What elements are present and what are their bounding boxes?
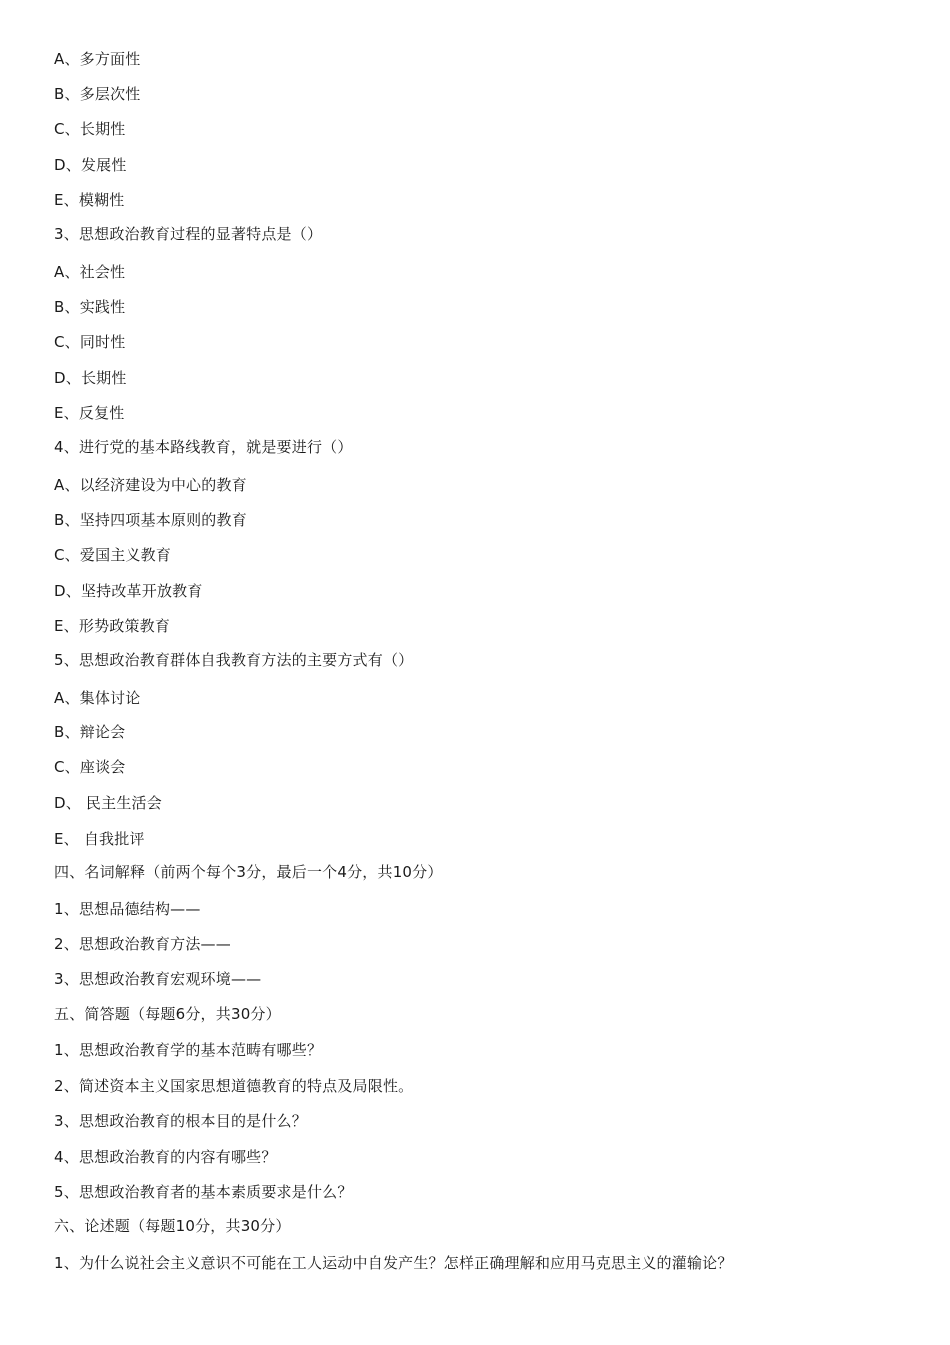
short-answer-1: 1、思想政治教育学的基本范畴有哪些？ bbox=[54, 1041, 323, 1059]
option-e-fanfu: E、反复性 bbox=[54, 404, 125, 422]
option-d-fazhan: D、发展性 bbox=[54, 156, 127, 174]
question-5: 5、思想政治教育群体自我教育方法的主要方式有（） bbox=[54, 651, 414, 669]
option-c-tongshi: C、同时性 bbox=[54, 333, 126, 351]
option-b-shijian: B、实践性 bbox=[54, 298, 126, 316]
short-answer-4: 4、思想政治教育的内容有哪些？ bbox=[54, 1148, 277, 1166]
option-a-jingji: A、以经济建设为中心的教育 bbox=[54, 476, 247, 494]
option-c-aiguo: C、爱国主义教育 bbox=[54, 546, 172, 564]
option-d-changqi: D、长期性 bbox=[54, 369, 127, 387]
option-a-shehui: A、社会性 bbox=[54, 263, 126, 281]
option-a-jiti: A、集体讨论 bbox=[54, 689, 141, 707]
short-answer-5: 5、思想政治教育者的基本素质要求是什么？ bbox=[54, 1183, 353, 1201]
option-d-gaige: D、坚持改革开放教育 bbox=[54, 582, 203, 600]
essay-1: 1、为什么说社会主义意识不可能在工人运动中自发产生？怎样正确理解和应用马克思主义的灌输论？ bbox=[54, 1254, 733, 1272]
option-b-bianlun: B、辩论会 bbox=[54, 723, 126, 741]
option-c-changqi: C、长期性 bbox=[54, 120, 126, 138]
option-e-mohu: E、模糊性 bbox=[54, 191, 125, 209]
term-1: 1、思想品德结构—— bbox=[54, 900, 201, 918]
option-e-xingshi: E、形势政策教育 bbox=[54, 617, 171, 635]
question-4: 4、进行党的基本路线教育，就是要进行（） bbox=[54, 438, 353, 456]
section-4-heading: 四、名词解释（前两个每个3分，最后一个4分，共10分） bbox=[54, 863, 443, 881]
option-b-duocengci: B、多层次性 bbox=[54, 85, 141, 103]
term-3: 3、思想政治教育宏观环境—— bbox=[54, 970, 262, 988]
short-answer-2: 2、简述资本主义国家思想道德教育的特点及局限性。 bbox=[54, 1077, 414, 1095]
option-d-minzhu: D、 民主生活会 bbox=[54, 794, 162, 812]
option-c-zuotan: C、座谈会 bbox=[54, 758, 126, 776]
section-6-heading: 六、论述题（每题10分，共30分） bbox=[54, 1217, 291, 1235]
short-answer-3: 3、思想政治教育的根本目的是什么？ bbox=[54, 1112, 307, 1130]
section-5-heading: 五、简答题（每题6分，共30分） bbox=[54, 1005, 281, 1023]
term-2: 2、思想政治教育方法—— bbox=[54, 935, 231, 953]
question-3: 3、思想政治教育过程的显著特点是（） bbox=[54, 225, 323, 243]
option-b-sixiang: B、坚持四项基本原则的教育 bbox=[54, 511, 247, 529]
option-e-ziwo: E、 自我批评 bbox=[54, 830, 145, 848]
option-a-duofangmian: A、多方面性 bbox=[54, 50, 141, 68]
